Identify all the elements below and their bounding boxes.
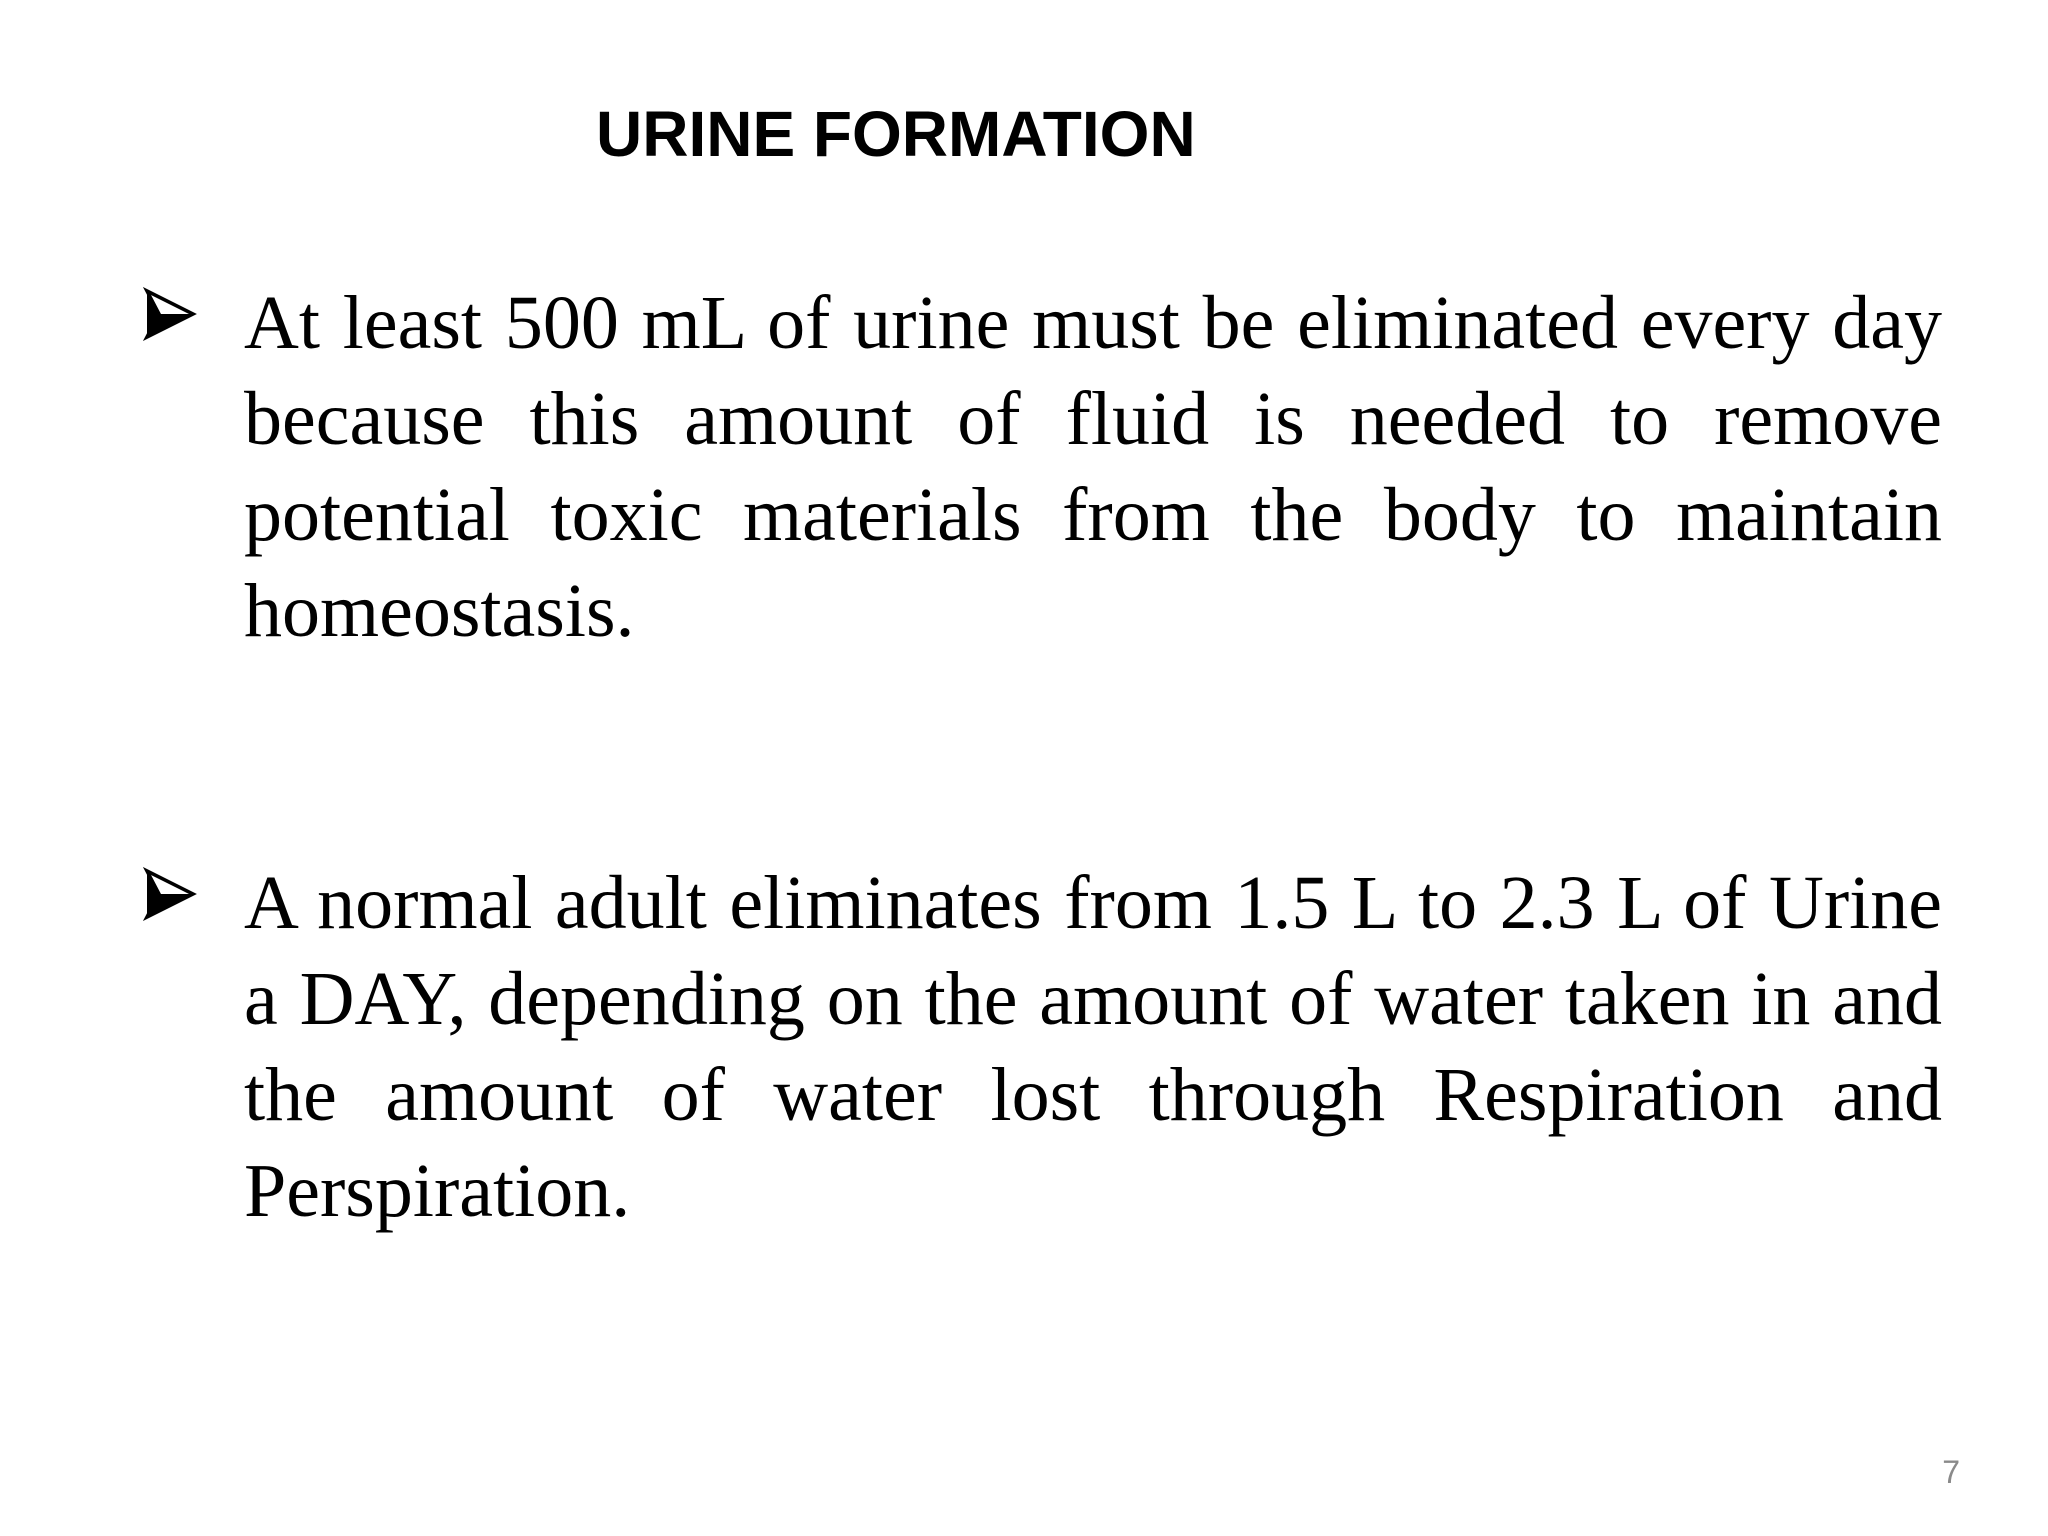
bullet-text: At least 500 mL of urine must be eliminated every day because this amount of fluid is needed to remove potential toxic materials from the body to maintain homeostasis. bbox=[244, 281, 1942, 653]
bullet-text: A normal adult eliminates from 1.5 L to 2.3 L of Urine a DAY, depending on the amount of water taken in and the amount of water lost through Respiration and Perspiration. bbox=[244, 861, 1942, 1233]
arrow-bullet-icon bbox=[143, 867, 197, 921]
page-number: 7 bbox=[1942, 1454, 1960, 1490]
arrow-bullet-icon bbox=[143, 287, 197, 341]
slide-title: URINE FORMATION bbox=[596, 98, 1196, 170]
